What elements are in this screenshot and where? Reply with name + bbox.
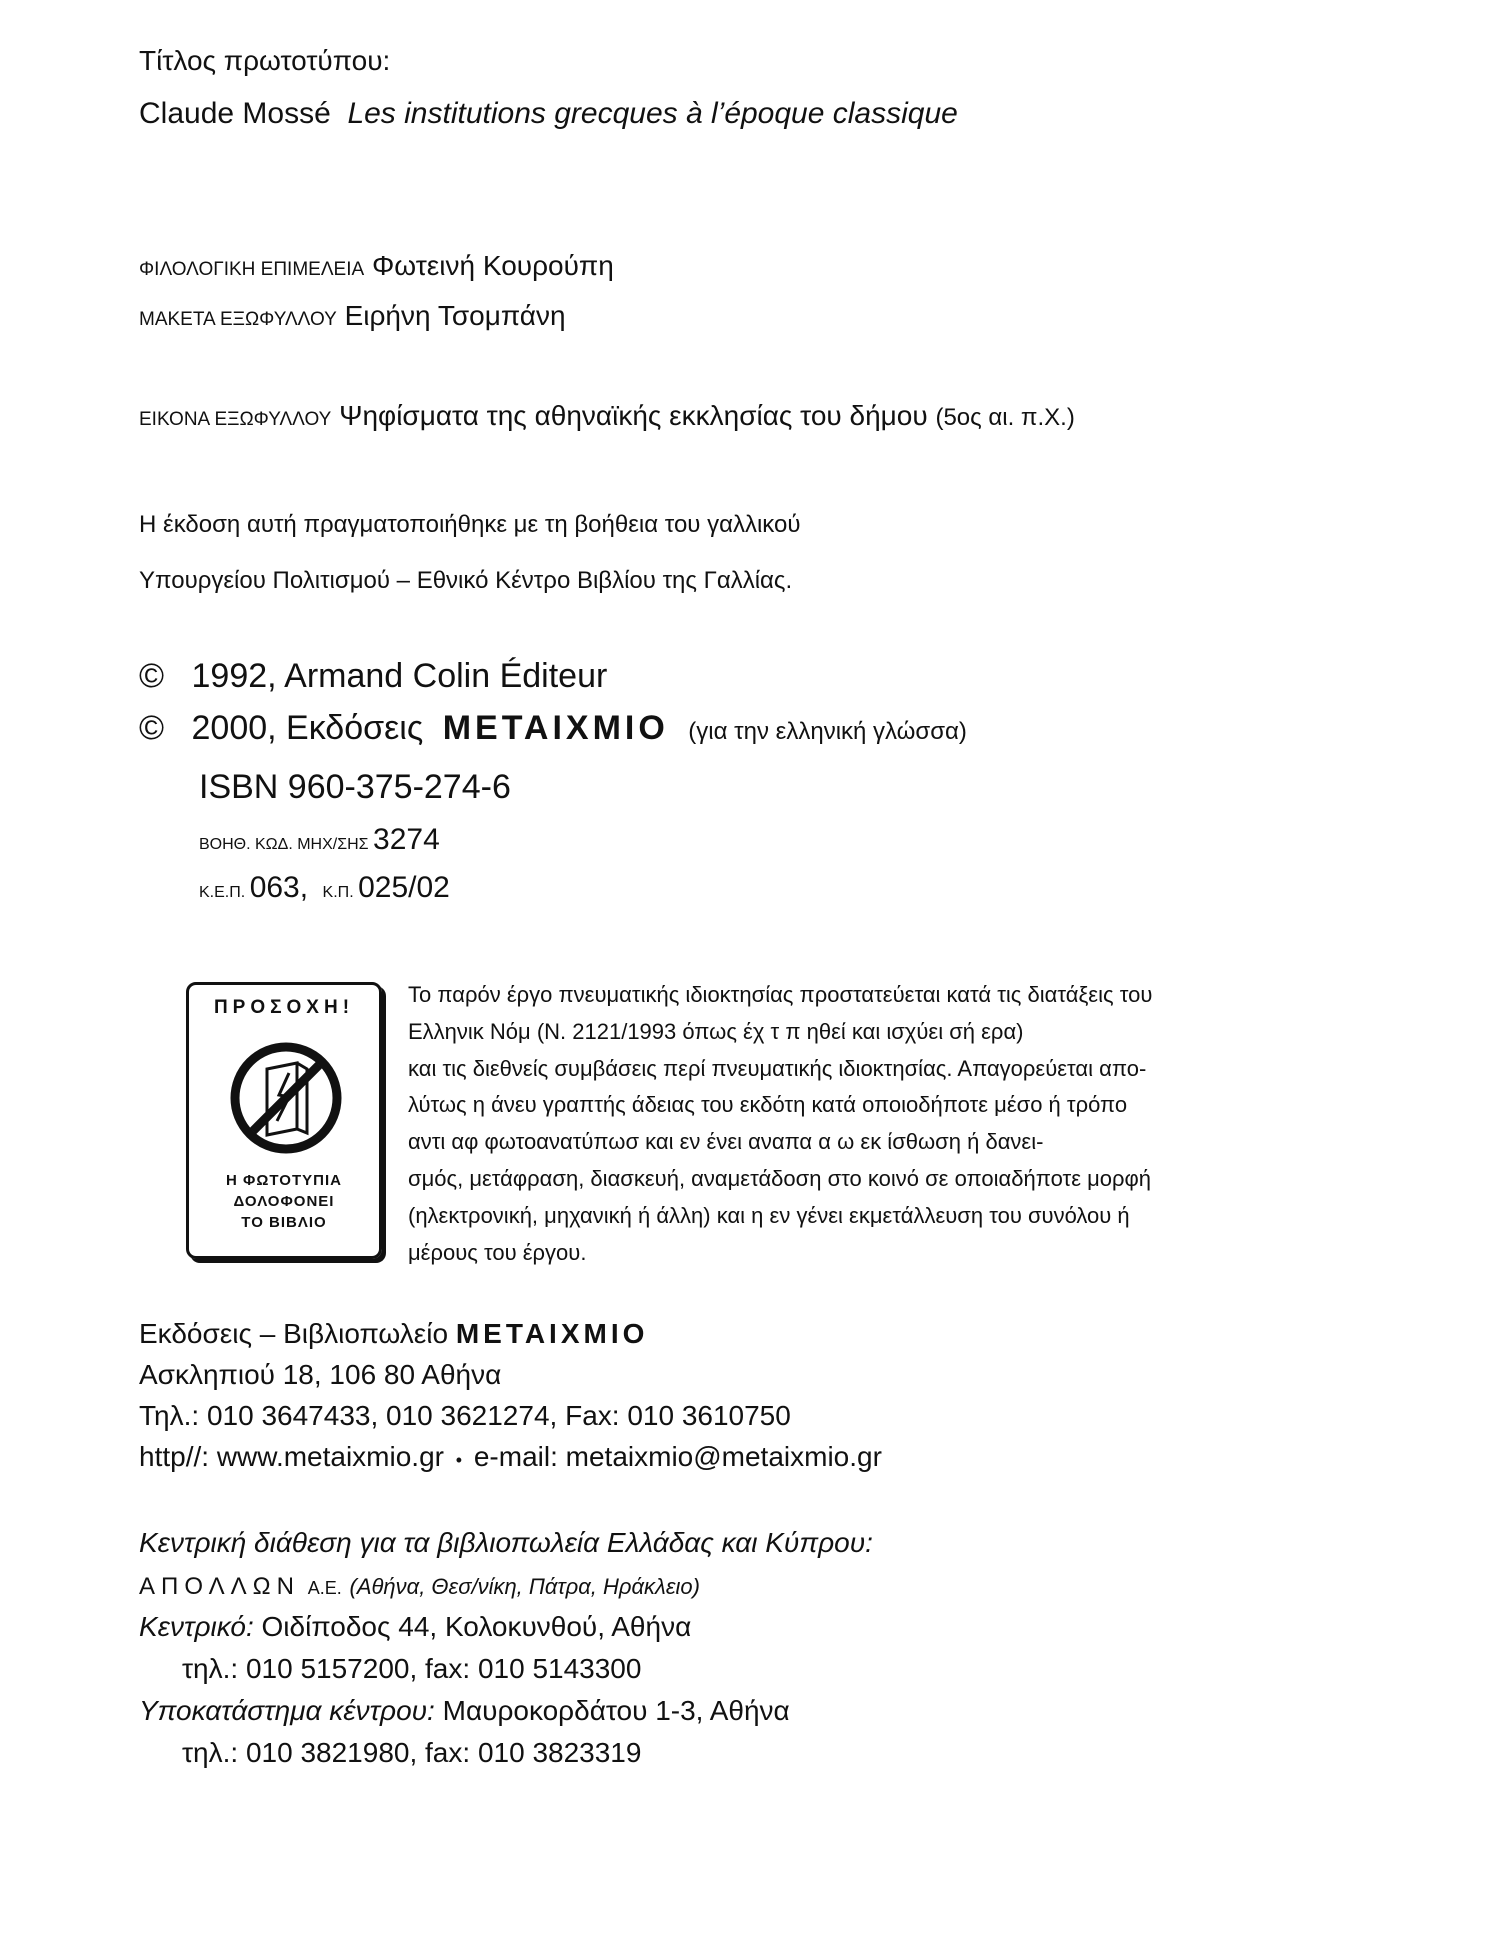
support-line-1: Η έκδοση αυτή πραγματοποιήθηκε με τη βοήθεια του γαλλικού: [139, 511, 801, 538]
distributor-line: [139, 1568, 700, 1605]
copyright-line-2: [139, 710, 967, 750]
central-office-address: Οιδίποδος 44, Κολοκυνθού, Αθήνα: [261, 1611, 692, 1642]
warning-caption-line: ΔΟΛΟΦΟΝΕΙ: [233, 1193, 335, 1210]
central-office-line: [139, 1610, 691, 1644]
publisher-name-prefix: Εκδόσεις – Βιβλιοπωλείο: [139, 1318, 449, 1349]
code-value: 3274: [373, 823, 440, 856]
notice-line: σμός, μετάφραση, διασκευή, αναμετάδοση στο κοινό σε οποιαδήποτε μορφή: [408, 1165, 1152, 1191]
kep-label: Κ.Ε.Π.: [199, 884, 246, 901]
kep-line: [199, 870, 450, 911]
credit-name: Ειρήνη Τσομπάνη: [344, 300, 566, 331]
copyright-second-prefix: 2000, Εκδόσεις: [191, 709, 424, 747]
copyright-symbol: ©: [139, 709, 165, 747]
isbn: ISBN 960-375-274-6: [199, 768, 511, 806]
branch-office-line: [139, 1694, 790, 1728]
warning-title: ΠΡΟΣΟΧΗ!: [213, 997, 355, 1018]
copyright-notice: [408, 977, 1408, 1271]
publisher-name-line: [139, 1317, 648, 1351]
credit-cover-image: [139, 399, 1075, 437]
support-line-2: Υπουργείου Πολιτισμού – Εθνικό Κέντρο Βιβλίου της Γαλλίας.: [139, 567, 793, 594]
notice-line: και τις διεθνείς συμβάσεις περί πνευματικής ιδιοκτησίας. Απαγορεύεται απο-: [408, 1055, 1147, 1081]
notice-line: Το παρόν έργο πνευματικής ιδιοκτησίας προστατεύεται κατά τις διατάξεις του: [408, 982, 1153, 1007]
credit-role: ΕΙΚΟΝΑ ΕΞΩΦΥΛΛΟΥ: [139, 409, 332, 430]
distributor-name: ΑΠΟΛΛΩΝ: [139, 1573, 300, 1600]
copyright-symbol: ©: [139, 657, 165, 695]
original-title-line: [139, 96, 958, 132]
warning-caption: [189, 1170, 379, 1233]
warning-caption-line: ΤΟ ΒΙΒΛΙΟ: [241, 1214, 327, 1231]
warning-caption-line: Η ΦΩΤΟΤΥΠΙΑ: [226, 1172, 342, 1189]
kp-value: 025/02: [358, 871, 450, 904]
distribution-heading: Κεντρική διάθεση για τα βιβλιοπωλεία Ελλάδας και Κύπρου:: [139, 1527, 873, 1558]
bullet-separator: •: [455, 1450, 463, 1470]
notice-line: αντι αφ φωτοανατύπωσ και εν ένει αναπα α ω εκ ίσθωση ή δανει-: [408, 1129, 1044, 1155]
notice-line: μέρους του έργου.: [408, 1239, 587, 1265]
code-line: [199, 822, 440, 863]
credit-philology: [139, 249, 614, 287]
credit-cover-design: [139, 299, 566, 337]
publisher-brand: METAIXMIO: [455, 1318, 649, 1349]
credit-name: Ψηφίσματα της αθηναϊκής εκκλησίας του δήμου: [339, 400, 928, 431]
credit-name: Φωτεινή Κουρούπη: [371, 250, 614, 281]
kep-value: 063,: [249, 871, 309, 904]
publisher-email-link[interactable]: e-mail: metaixmio@metaixmio.gr: [473, 1441, 882, 1472]
credit-role: ΜΑΚΕΤΑ ΕΞΩΦΥΛΛΟΥ: [139, 309, 337, 330]
branch-office-address: Μαυροκορδάτου 1-3, Αθήνα: [442, 1695, 790, 1726]
original-title-label: Τίτλος πρωτοτύπου:: [139, 45, 391, 76]
code-label: ΒΟΗΘ. ΚΩΔ. ΜΗΧ/ΣΗΣ: [199, 836, 369, 853]
publisher-phone: Τηλ.: 010 3647433, 010 3621274, Fax: 010 3610750: [139, 1400, 791, 1431]
distributor-cities: (Αθήνα, Θεσ/νίκη, Πάτρα, Ηράκλειο): [349, 1574, 700, 1599]
copyright-line-1: [139, 658, 607, 694]
kp-label: Κ.Π.: [322, 884, 354, 901]
distributor-suffix: Α.Ε.: [307, 1578, 342, 1598]
credit-role: ΦΙΛΟΛΟΓΙΚΗ ΕΠΙΜΕΛΕΙΑ: [139, 259, 365, 280]
credit-note: (5ος αι. π.Χ.): [935, 404, 1075, 431]
central-office-phone: τηλ.: 010 5157200, fax: 010 5143300: [182, 1653, 642, 1684]
notice-line: Ελληνικ Νόμ (Ν. 2121/1993 όπως έχ τ π ηθεί και ισχύει σή ερα): [408, 1018, 1024, 1044]
notice-line: (ηλεκτρονική, μηχανική ή άλλη) και η εν γένει εκμετάλλευση του συνόλου ή: [408, 1202, 1130, 1228]
original-author: Claude Mossé: [139, 97, 331, 130]
copyright-first: 1992, Armand Colin Éditeur: [191, 657, 608, 695]
publisher-address: Ασκληπιού 18, 106 80 Αθήνα: [139, 1359, 502, 1390]
publisher-brand: METAIXMIO: [442, 709, 669, 747]
central-office-label: Κεντρικό:: [139, 1611, 254, 1642]
branch-office-phone: τηλ.: 010 3821980, fax: 010 3823319: [182, 1737, 642, 1768]
photocopy-warning-box: [186, 982, 382, 1259]
copyright-second-suffix: (για την ελληνική γλώσσα): [688, 718, 967, 745]
no-photocopy-icon: [227, 1039, 345, 1157]
notice-line: λύτως η άνευ γραπτής άδειας του εκδότη κατά οποιοδήποτε μέσο ή τρόπο: [408, 1092, 1128, 1118]
original-title: Les institutions grecques à l’époque classique: [347, 97, 958, 130]
branch-office-label: Υποκατάστημα κέντρου:: [139, 1695, 435, 1726]
publisher-website-link[interactable]: http//: www.metaixmio.gr: [139, 1441, 444, 1472]
publisher-web-line: [139, 1440, 882, 1477]
